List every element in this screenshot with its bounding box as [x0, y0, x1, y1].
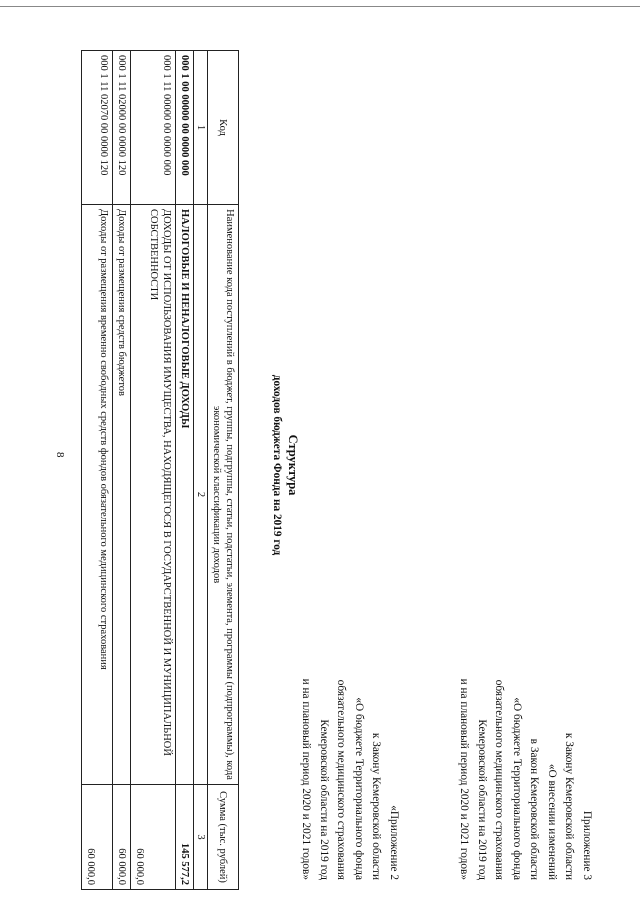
document-title	[269, 30, 301, 900]
title-line-2: доходов бюджета Фонда на 2019 год	[271, 374, 283, 556]
appendix-previous-block	[297, 679, 402, 880]
row-name: Доходы от размещения временно свободных средств фондов обязательного медицинского страхования	[82, 205, 113, 785]
table-row	[176, 51, 194, 890]
appendix-line: и на плановый период 2020 и 2021 годов»	[300, 678, 313, 880]
column-number: 3	[194, 785, 208, 890]
row-code: 000 1 11 02000 00 0000 120	[113, 51, 131, 205]
row-name: ДОХОДЫ ОТ ИСПОЛЬЗОВАНИЯ ИМУЩЕСТВА, НАХОДЯЩЕГОСЯ В ГОСУДАРСТВЕННОЙ И МУНИЦИПАЛЬНОЙ СОБСТВЕННОСТИ	[131, 205, 176, 785]
page-number: 8	[54, 452, 66, 458]
title-line-1: Структура	[286, 434, 300, 496]
appendix-line: обязательного медицинского страхования	[335, 679, 348, 880]
appendix-line: и на плановый период 2020 и 2021 годов»	[458, 678, 471, 880]
rotated-document	[27, 30, 617, 900]
table-row	[113, 51, 131, 890]
row-code: 000 1 00 00000 00 0000 000	[176, 51, 194, 205]
table-header-row	[208, 51, 239, 890]
appendix-line: Кемеровской области на 2019 год	[318, 719, 330, 880]
appendix-line: обязательного медицинского страхования	[493, 679, 506, 880]
row-name: НАЛОГОВЫЕ И НЕНАЛОГОВЫЕ ДОХОДЫ	[176, 205, 194, 785]
appendix-line: «О бюджете Территориального фонда	[511, 697, 523, 880]
row-sum: 60 000,0	[82, 785, 113, 890]
column-number-row	[194, 51, 208, 890]
header-sum: Сумма (тыс. рублей)	[208, 785, 239, 890]
table-row	[131, 51, 176, 890]
row-sum: 60 000,0	[113, 785, 131, 890]
appendix-line: «О бюджете Территориального фонда	[353, 697, 365, 880]
header-name: Наименование кода поступлений в бюджет, группы, подгруппы, статьи, подстатьи, элемента, программы (подпрограммы), кода экономической классификации доходов	[208, 205, 239, 785]
row-code: 000 1 11 00000 00 0000 000	[131, 51, 176, 205]
row-code: 000 1 11 02070 00 0000 120	[82, 51, 113, 205]
row-sum: 60 000,0	[131, 785, 176, 890]
header-code: Код	[208, 51, 239, 205]
appendix-line: Кемеровской области на 2019 год	[476, 719, 488, 880]
appendix-current-block	[455, 679, 595, 880]
appendix-line: к Закону Кемеровской области	[370, 732, 383, 880]
page-top-rule	[0, 6, 640, 7]
row-sum: 145 577,2	[176, 785, 194, 890]
table-row	[82, 51, 113, 890]
column-number: 1	[194, 51, 208, 205]
appendix-line: «Приложение 2	[388, 805, 400, 880]
appendix-line: к Закону Кемеровской области	[563, 732, 576, 880]
revenue-table	[81, 50, 239, 890]
appendix-line: Приложение 3	[581, 810, 593, 880]
column-number: 2	[194, 205, 208, 785]
appendix-line: «О внесении изменений	[546, 763, 558, 880]
row-name: Доходы от размещения средств бюджетов	[113, 205, 131, 785]
appendix-line: в Закон Кемеровской области	[528, 738, 541, 880]
